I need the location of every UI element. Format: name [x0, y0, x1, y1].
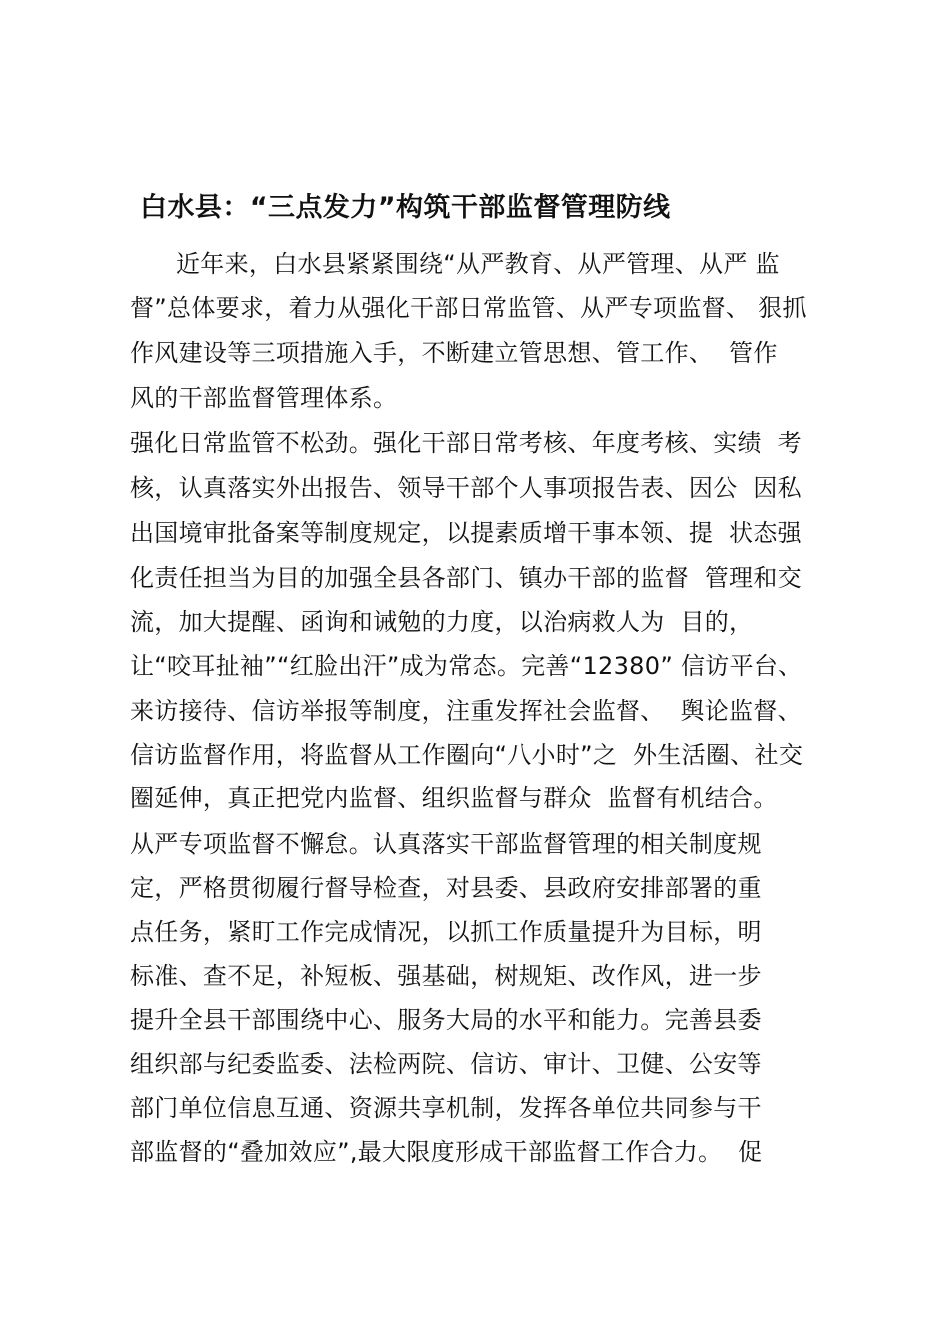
paragraph-2-line-9: 圈延伸，真正把党内监督、组织监督与群众 监督有机结合。 [130, 784, 778, 812]
paragraph-3-line-3: 点任务，紧盯工作完成情况，以抓工作质量提升为目标，明 [130, 918, 762, 946]
paragraph-2-line-4: 化责任担当为目的加强全县各部门、镇办干部的监督 管理和交 [130, 564, 802, 592]
paragraph-2-line-2: 核，认真落实外出报告、领导干部个人事项报告表、因公 因私 [130, 474, 802, 502]
paragraph-1-line-4: 风的干部监督管理体系。 [130, 384, 398, 412]
paragraph-2-line-5: 流，加大提醒、函询和诫勉的力度，以治病救人为 目的， [130, 608, 754, 636]
paragraph-2-line-1: 强化日常监管不松劲。强化干部日常考核、年度考核、实绩 考 [130, 429, 802, 457]
paragraph-3-line-5: 提升全县干部围绕中心、服务大局的水平和能力。完善县委 [130, 1006, 762, 1034]
paragraph-3-line-7: 部门单位信息互通、资源共享机制，发挥各单位共同参与干 [130, 1094, 762, 1122]
paragraph-2-line-3: 出国境审批备案等制度规定，以提素质增干事本领、提 状态强 [130, 519, 802, 547]
paragraph-2-line-8: 信访监督作用，将监督从工作圈向“八小时”之 外生活圈、社交 [130, 741, 804, 769]
paragraph-1-line-2: 督”总体要求，着力从强化干部日常监管、从严专项监督、 狠抓 [130, 294, 807, 322]
paragraph-3-line-4: 标准、查不足，补短板、强基础，树规矩、改作风，进一步 [130, 962, 762, 990]
document-title: 白水县：“三点发力”构筑干部监督管理防线 [140, 192, 671, 223]
paragraph-1-line-3: 作风建设等三项措施入手，不断建立管思想、管工作、 管作 [130, 339, 778, 367]
paragraph-1-line-1: 近年来，白水县紧紧围绕“从严教育、从严管理、从严 监 [176, 250, 780, 278]
paragraph-3-line-2: 定，严格贯彻履行督导检查，对县委、县政府安排部署的重 [130, 874, 762, 902]
paragraph-2-line-7: 来访接待、信访举报等制度，注重发挥社会监督、 舆论监督、 [130, 697, 802, 725]
paragraph-3-line-6: 组织部与纪委监委、法检两院、信访、审计、卫健、公安等 [130, 1050, 762, 1078]
paragraph-3-line-8: 部监督的“叠加效应”,最大限度形成干部监督工作合力。 促 [130, 1138, 763, 1166]
paragraph-2-line-6: 让“咬耳扯袖”“红脸出汗”成为常态。完善“12380” 信访平台、 [130, 652, 803, 680]
paragraph-3-line-1: 从严专项监督不懈怠。认真落实干部监督管理的相关制度规 [130, 830, 762, 858]
